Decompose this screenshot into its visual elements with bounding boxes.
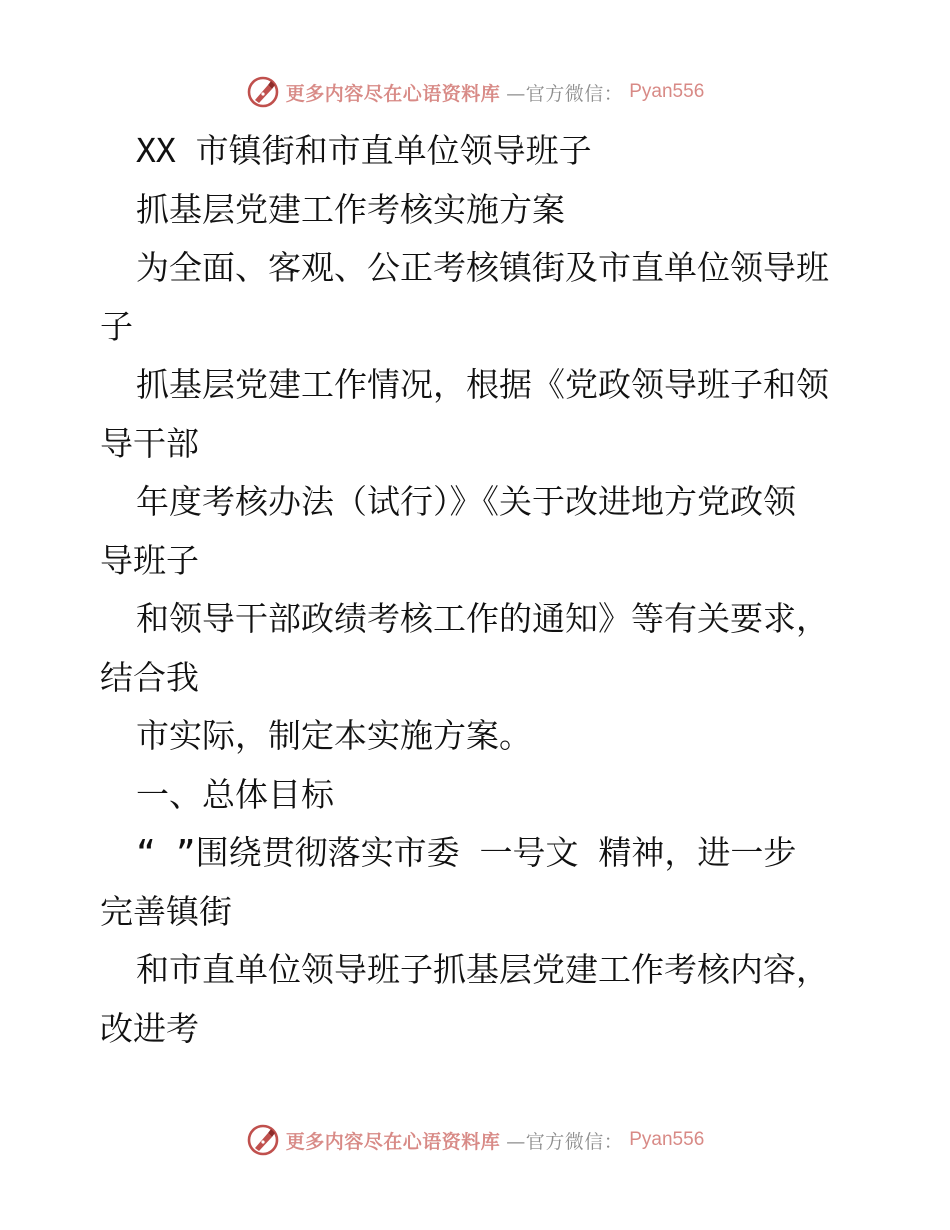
document-line: 年度考核办法（试行）》《关于改进地方党政领 xyxy=(136,482,796,521)
document-line: 一、总体目标 xyxy=(136,774,334,814)
document-line: 改进考 xyxy=(100,1008,199,1048)
brand-text: 更多内容尽在心语资料库 xyxy=(285,82,501,105)
header-banner xyxy=(0,72,950,112)
footer-banner-content[interactable] xyxy=(246,1123,705,1157)
document-line: “ ”围绕贯彻落实市委 一号文 精神，进一步 xyxy=(136,833,797,872)
wechat-id: Pyan556 xyxy=(629,81,705,102)
document-body xyxy=(100,122,860,1058)
pen-nib-seal-icon xyxy=(246,1123,280,1157)
wechat-id: Pyan556 xyxy=(629,1129,705,1150)
header-banner-content[interactable] xyxy=(246,75,705,109)
document-line: 子 xyxy=(100,306,133,346)
document-line: 抓基层党建工作考核实施方案 xyxy=(136,189,565,229)
document-line: XX 市镇街和市直单位领导班子 xyxy=(136,131,592,170)
document-line: 导班子 xyxy=(100,540,199,580)
document-line: 抓基层党建工作情况，根据《党政领导班子和领 xyxy=(136,365,829,404)
document-line: 结合我 xyxy=(100,657,199,697)
pen-nib-seal-icon xyxy=(246,75,280,109)
footer-banner xyxy=(0,1120,950,1160)
document-line: 为全面、客观、公正考核镇街及市直单位领导班 xyxy=(136,248,829,287)
document-line: 导干部 xyxy=(100,423,199,463)
wechat-label: —官方微信： xyxy=(506,1130,624,1153)
wechat-label: —官方微信： xyxy=(506,82,624,105)
brand-text: 更多内容尽在心语资料库 xyxy=(285,1130,501,1153)
document-line: 和市直单位领导班子抓基层党建工作考核内容， xyxy=(136,950,829,989)
document-line: 市实际，制定本实施方案。 xyxy=(136,716,532,755)
document-line: 完善镇街 xyxy=(100,891,232,931)
document-line: 和领导干部政绩考核工作的通知》等有关要求， xyxy=(136,599,829,638)
